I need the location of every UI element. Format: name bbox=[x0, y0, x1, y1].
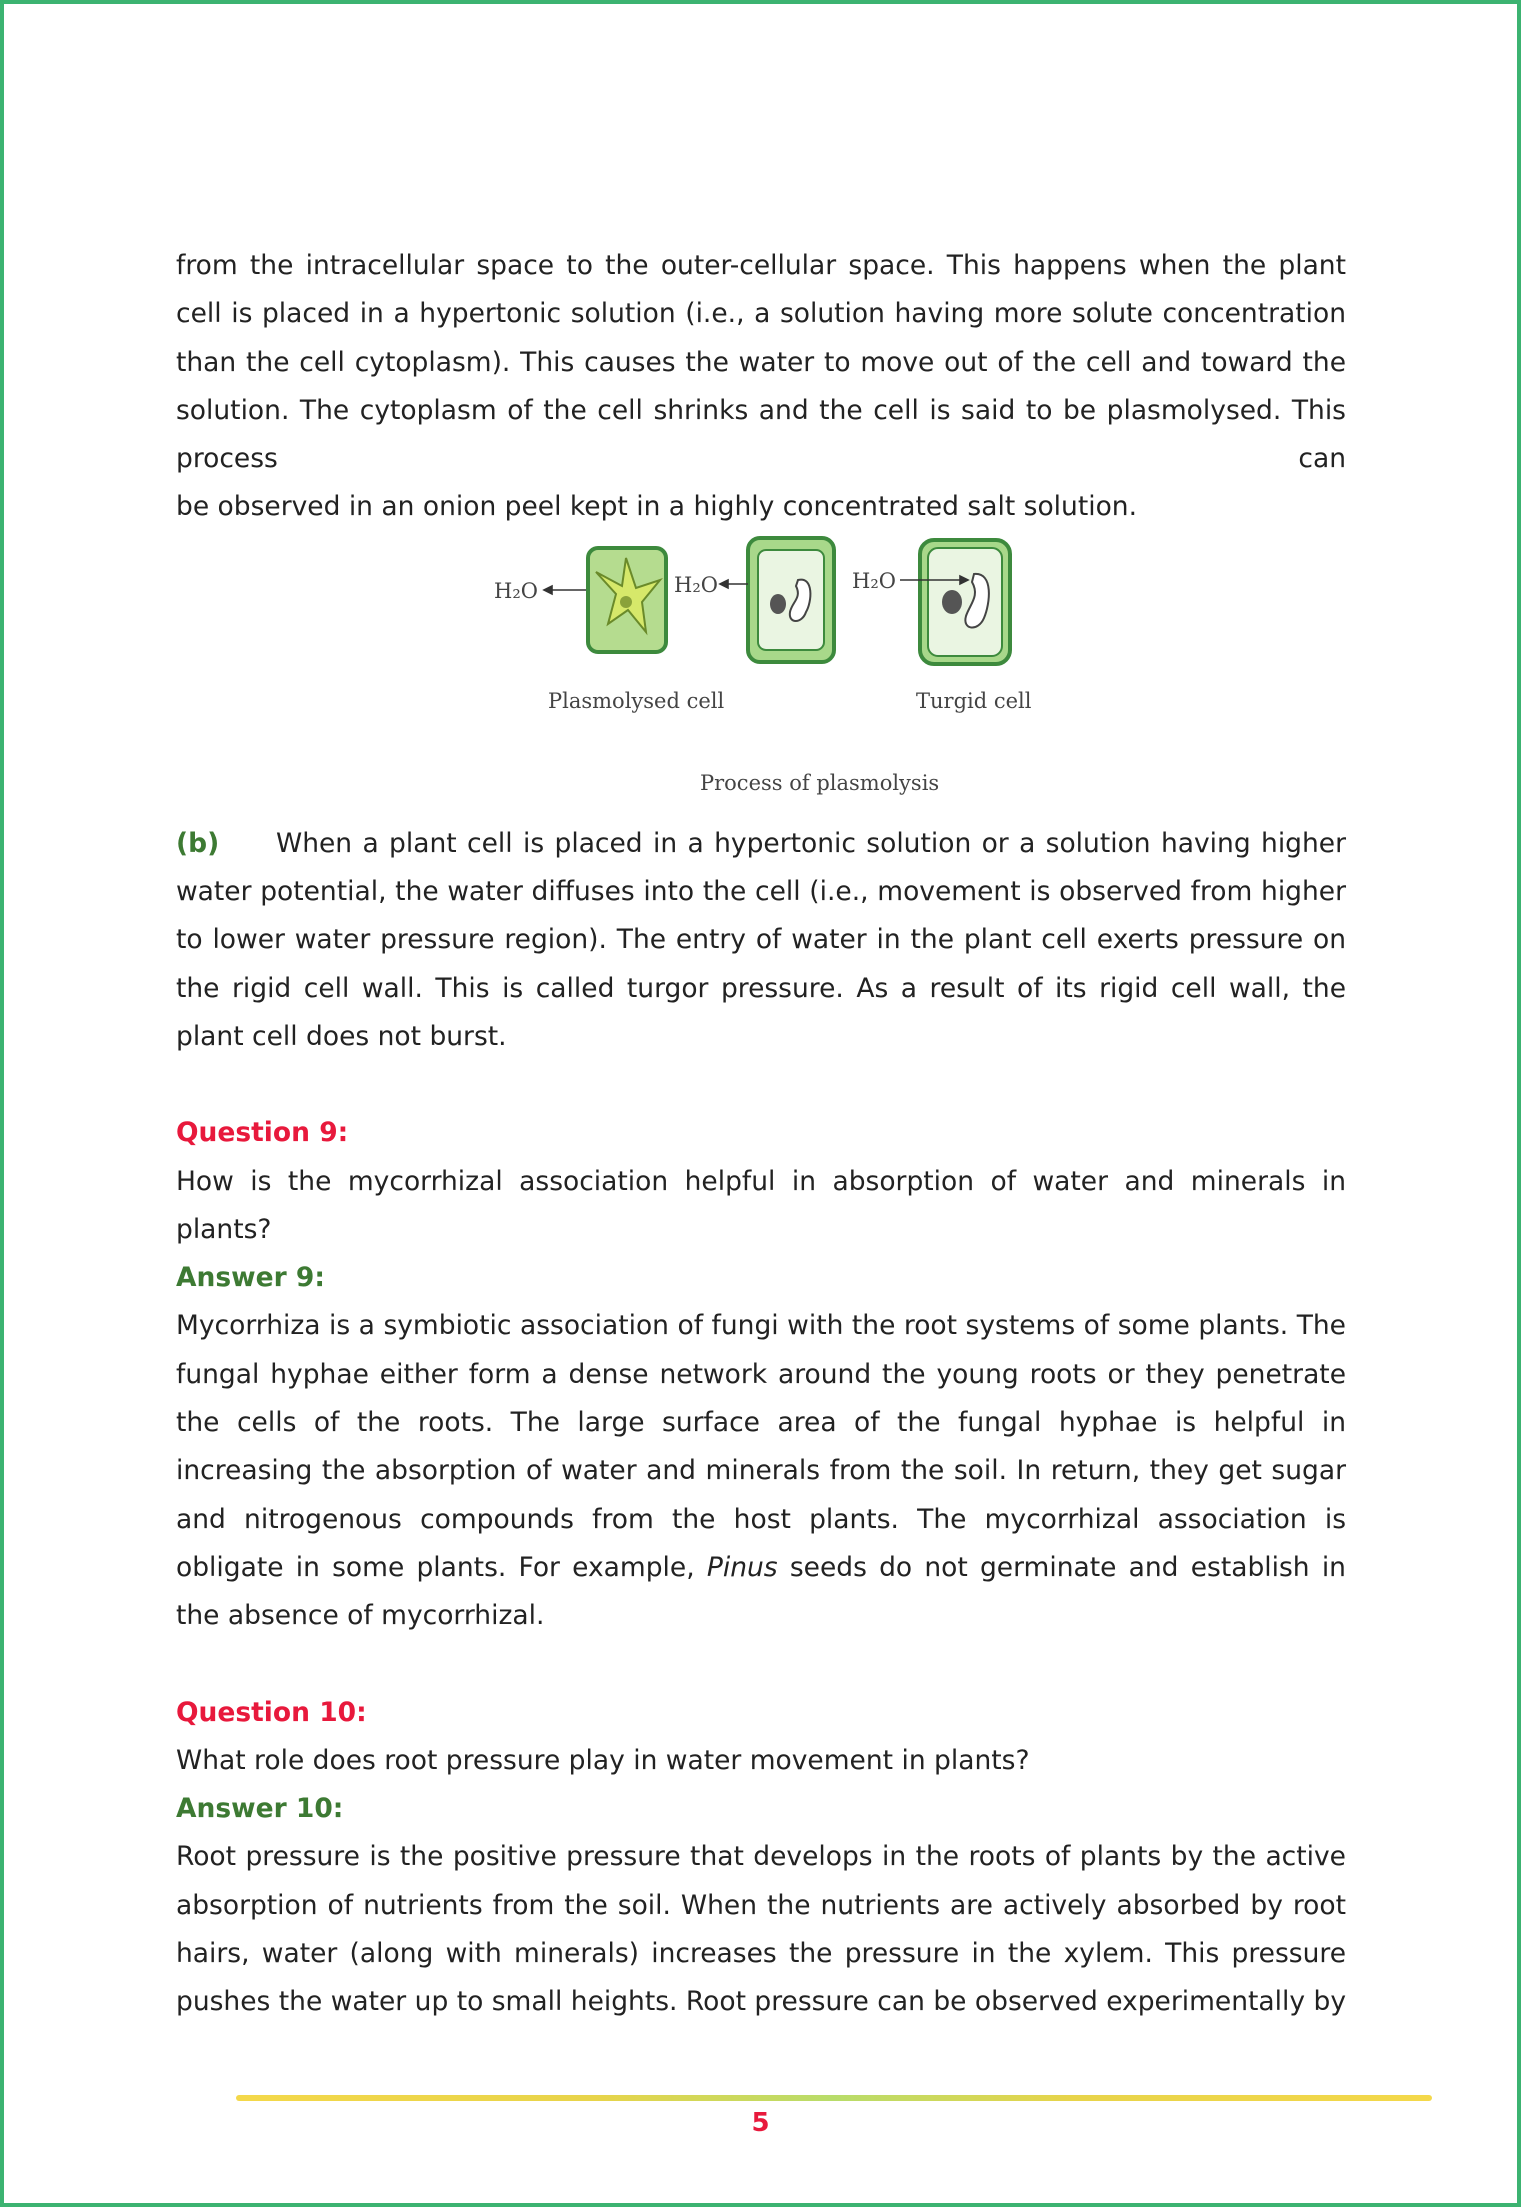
question-9-heading: Question 9: bbox=[176, 1117, 349, 1149]
answer-9-part: Mycorrhiza is a symbiotic association of fungi with the root systems of some plants. The fungal hyphae either form a dense network around the young roots or they penetrate the cells of the roots. The large surface area of the fungal hyphae is helpful in increasing the absorption of water and minerals from the soil. In return, they get sugar and nitrogenous compounds from the host plants. The mycorrhizal association is obligate in some plants. For example, bbox=[176, 1310, 1346, 1583]
plasmolysed-cell-label: Plasmolysed cell bbox=[548, 688, 725, 713]
turgid-cell bbox=[920, 540, 1010, 664]
intro-line: from the intracellular space to the outer-cellular space. This happens when the plant cell bbox=[176, 250, 1346, 330]
part-b-label: (b) bbox=[176, 827, 220, 859]
intro-line: is placed in a hypertonic solution (i.e., a solution having more solute concentration than bbox=[176, 298, 1347, 378]
answer-9-italic: Pinus bbox=[706, 1551, 778, 1583]
answer-9-text bbox=[176, 1302, 1346, 1640]
answer-9-part: seeds do not germinate and establish in the absence of mycorrhizal. bbox=[176, 1551, 1346, 1632]
plasmolysed-cell bbox=[588, 548, 666, 652]
page-content bbox=[176, 242, 1346, 2027]
intro-line: The cytoplasm of the cell shrinks and the cell is said to be plasmolysed. This process can bbox=[176, 394, 1346, 475]
plasmolysis-diagram bbox=[176, 532, 1346, 820]
answer-10-heading: Answer 10: bbox=[176, 1793, 344, 1825]
answer-9-heading: Answer 9: bbox=[176, 1262, 325, 1294]
question-10-heading: Question 10: bbox=[176, 1696, 367, 1728]
question-9-text: How is the mycorrhizal association helpful in absorption of water and minerals in plants? bbox=[176, 1165, 1346, 1245]
part-b-paragraph bbox=[176, 820, 1346, 1061]
part-b-text: When a plant cell is placed in a hypertonic solution or a solution having higher water potential, the water diffuses into the cell (i.e., movement is observed from higher to lower water pressure region). The entry of water in the plant cell exerts pressure on the rigid cell wall. This is called turgor pressure. As a result of its rigid cell wall, the plant cell does not burst. bbox=[176, 827, 1346, 1052]
plasmolysis-figure bbox=[176, 532, 1346, 820]
intro-paragraph bbox=[176, 242, 1346, 483]
page-number: 5 bbox=[751, 2108, 770, 2138]
turgid-cell-label: Turgid cell bbox=[916, 688, 1032, 713]
h2o-left-label: H₂O bbox=[494, 578, 538, 603]
h2o-middle-label: H₂O bbox=[674, 572, 718, 597]
intro-line: the cell cytoplasm). This causes the water to move out of the cell and toward the solution. bbox=[176, 346, 1346, 426]
intro-last-line: be observed in an onion peel kept in a highly concentrated salt solution. bbox=[176, 491, 1138, 523]
answer-10-text: Root pressure is the positive pressure that develops in the roots of plants by the active absorption of nutrients from the soil. When the nutrients are actively absorbed by root hairs, water (along with minerals) increases the pressure in the xylem. This pressure pushes the water up to small heights. Root pressure can be observed experimentally by bbox=[176, 1841, 1346, 2018]
footer-divider bbox=[236, 2095, 1432, 2101]
h2o-right-label: H₂O bbox=[852, 568, 896, 593]
question-10-text: What role does root pressure play in water movement in plants? bbox=[176, 1744, 1030, 1776]
middle-cell bbox=[748, 538, 834, 662]
figure-caption: Process of plasmolysis bbox=[700, 770, 940, 795]
